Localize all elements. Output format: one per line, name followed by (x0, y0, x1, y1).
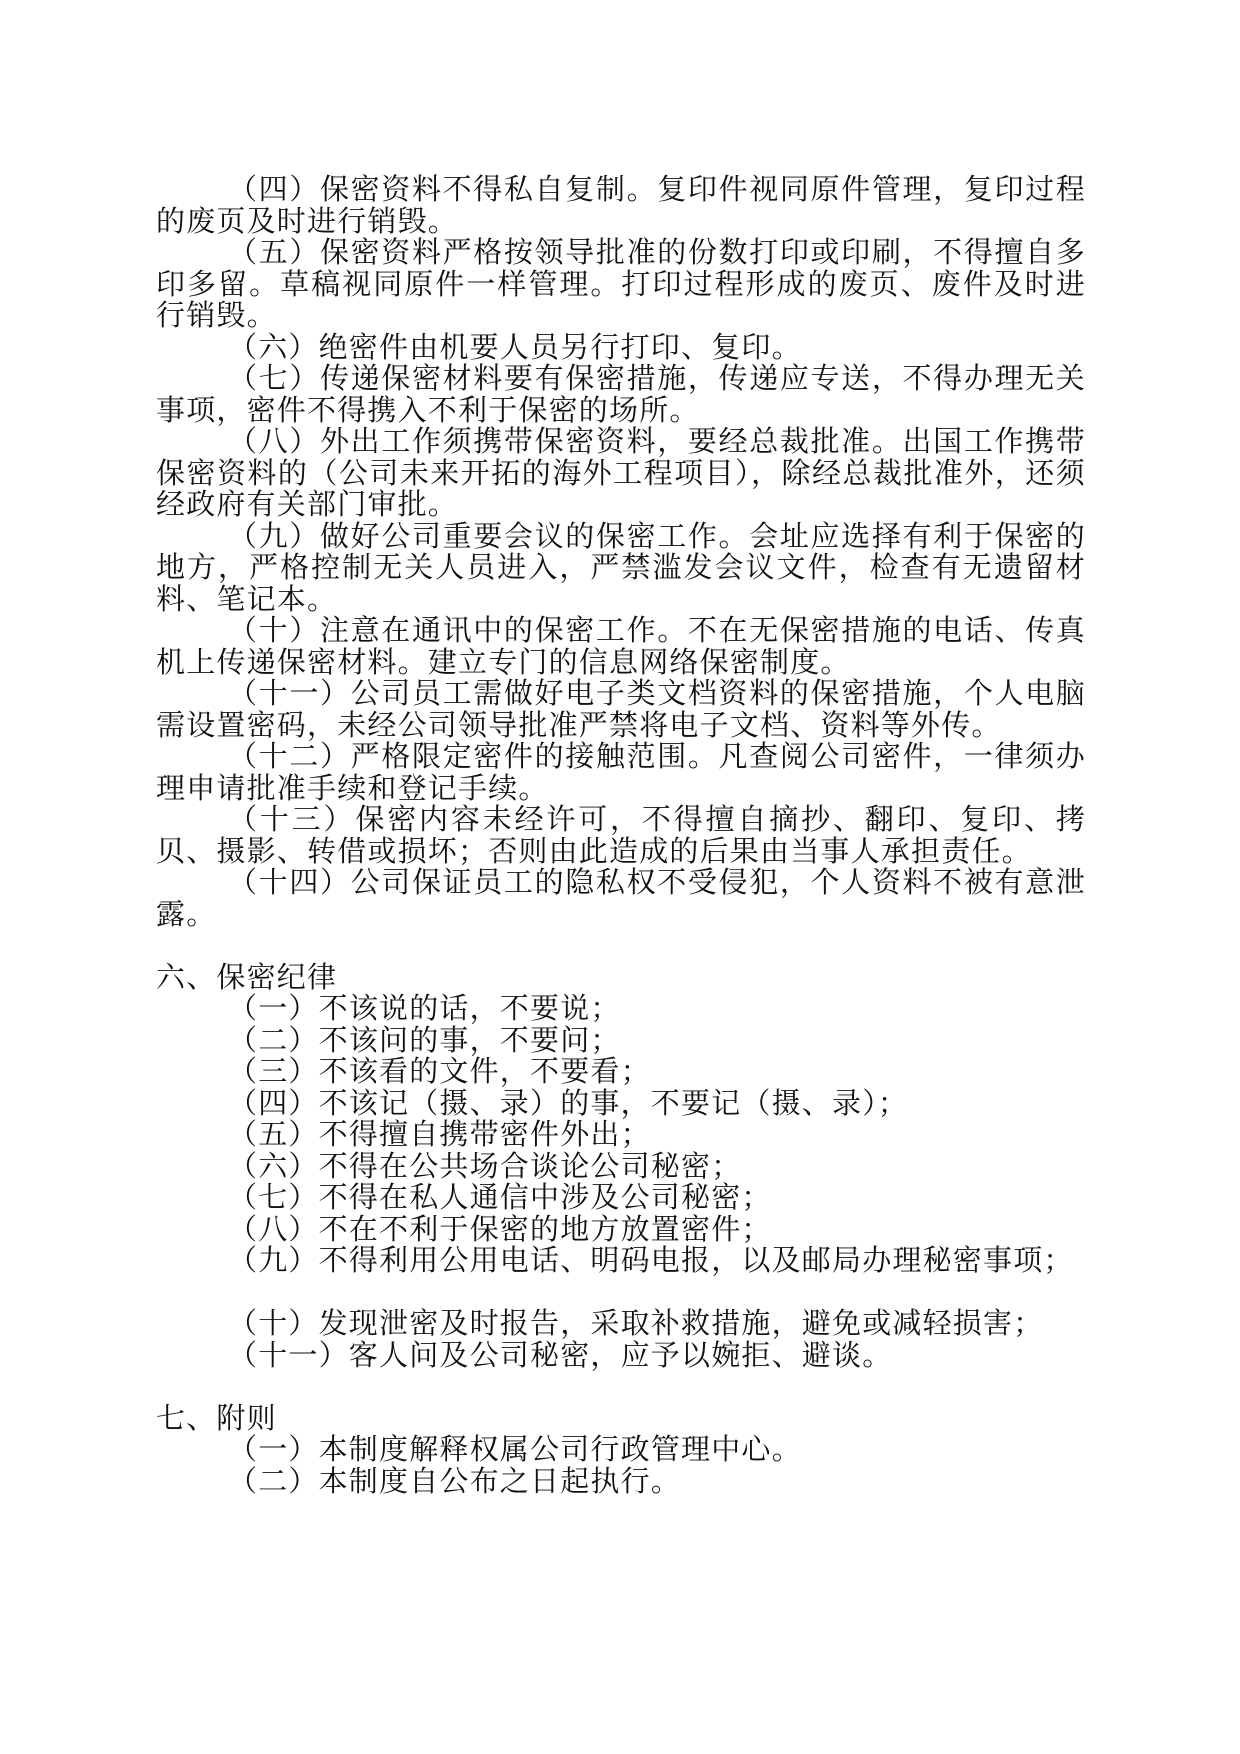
document-body (156, 174, 1086, 1497)
clause-7: （七）传递保密材料要有保密措施，传递应专送，不得办理无关事项，密件不得携入不利于保密的场所。 (156, 361, 1086, 427)
appendix-item: （一）本制度解释权属公司行政管理中心。 (228, 1432, 802, 1466)
discipline-item: （六）不得在公共场合谈论公司秘密； (228, 1148, 742, 1183)
discipline-item: （四）不该记（摄、录）的事，不要记（摄、录）； (228, 1085, 909, 1120)
clause-11: （十一）公司员工需做好电子类文档资料的保密措施，个人电脑需设置密码，未经公司领导批准严禁将电子文档、资料等外传。 (156, 676, 1086, 742)
discipline-item: （十）发现泄密及时报告，采取补救措施，避免或减轻损害； (228, 1306, 1044, 1340)
section-7-heading: 七、附则 (156, 1400, 277, 1435)
clause-10: （十）注意在通讯中的保密工作。不在无保密措施的电话、传真机上传递保密材料。建立专门的信息网络保密制度。 (156, 613, 1086, 679)
clause-6: （六）绝密件由机要人员另行打印、复印。 (228, 329, 802, 364)
discipline-item: （三）不该看的文件，不要看； (228, 1054, 651, 1088)
discipline-item: （八）不在不利于保密的地方放置密件； (228, 1211, 772, 1246)
section-spacer (156, 1371, 1086, 1403)
discipline-item: （七）不得在私人通信中涉及公司秘密； (228, 1180, 772, 1214)
discipline-item: （九）不得利用公用电话、明码电报，以及邮局办理秘密事项； (228, 1243, 1074, 1277)
item-spacer (156, 1277, 1086, 1309)
section-6-heading: 六、保密纪律 (156, 959, 338, 994)
appendix-item: （二）本制度自公布之日起执行。 (228, 1463, 682, 1498)
clause-9: （九）做好公司重要会议的保密工作。会址应选择有利于保密的地方，严格控制无关人员进入，严禁滥发会议文件，检查有无遗留材料、笔记本。 (156, 518, 1086, 616)
discipline-item: （十一）客人问及公司秘密，应予以婉拒、避谈。 (228, 1337, 893, 1372)
clause-14: （十四）公司保证员工的隐私权不受侵犯，个人资料不被有意泄露。 (156, 865, 1086, 931)
discipline-item: （一）不该说的话，不要说； (228, 991, 621, 1025)
discipline-item: （五）不得擅自携带密件外出； (228, 1117, 651, 1151)
clause-5: （五）保密资料严格按领导批准的份数打印或印刷，不得擅自多印多留。草稿视同原件一样管理。打印过程形成的废页、废件及时进行销毁。 (156, 235, 1086, 332)
discipline-item: （二）不该问的事，不要问； (228, 1022, 621, 1057)
clause-4: （四）保密资料不得私自复制。复印件视同原件管理，复印过程的废页及时进行销毁。 (156, 172, 1086, 238)
clause-8: （八）外出工作须携带保密资料，要经总裁批准。出国工作携带保密资料的（公司未来开拓的海外工程项目），除经总裁批准外，还须经政府有关部门审批。 (156, 424, 1086, 521)
clause-12: （十二）严格限定密件的接触范围。凡查阅公司密件，一律须办理申请批准手续和登记手续。 (156, 739, 1086, 805)
section-spacer (156, 930, 1086, 962)
clause-13: （十三）保密内容未经许可，不得擅自摘抄、翻印、复印、拷贝、摄影、转借或损坏；否则由此造成的后果由当事人承担责任。 (156, 802, 1086, 868)
